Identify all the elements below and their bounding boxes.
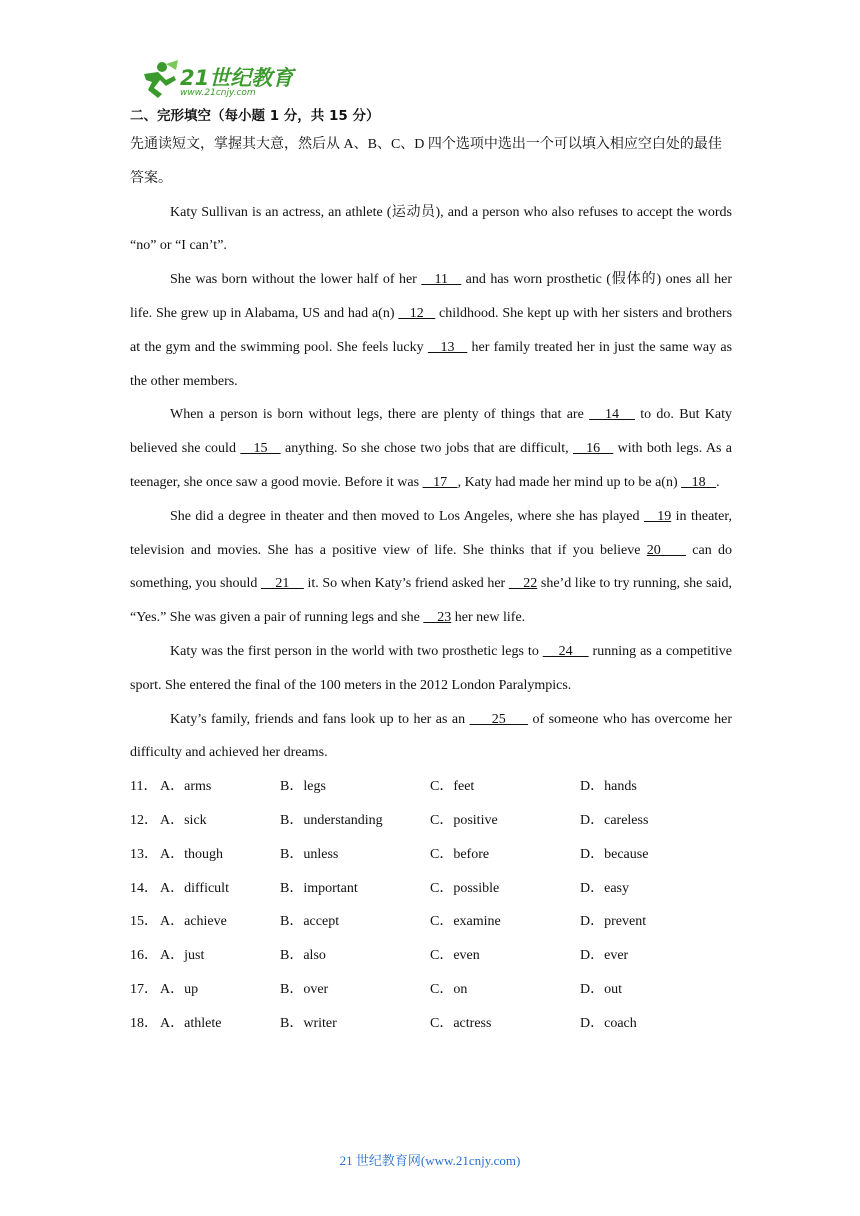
option-c: C．actress [430, 1015, 492, 1031]
passage-paragraph: Katy’s family, friends and fans look up to her as an 25 of someone who has overcome her difficulty and achieved her dreams. [130, 711, 733, 761]
question-options-row [130, 872, 732, 906]
option-a: A．difficult [160, 880, 229, 896]
option-b: B．over [280, 981, 329, 997]
option-a: A．arms [160, 779, 212, 795]
question-options-row [130, 1007, 732, 1041]
option-a: A．up [160, 981, 199, 997]
answer-blank: 18 [681, 474, 717, 490]
answer-blank: 13 [427, 339, 468, 355]
question-options-row [130, 770, 732, 804]
answer-blank: 12 [398, 305, 436, 321]
option-c: C．positive [430, 812, 498, 828]
option-b: B．also [280, 948, 326, 964]
option-d: D．because [580, 846, 649, 862]
option-a: A．just [160, 948, 205, 964]
option-b: B．unless [280, 846, 339, 862]
question-options-row [130, 905, 732, 939]
option-c: C．examine [430, 914, 501, 930]
question-number: 14． [130, 880, 158, 896]
answer-blank: 11 [421, 272, 462, 288]
option-d: D．out [580, 981, 622, 997]
passage [130, 196, 732, 771]
option-a: A．though [160, 846, 223, 862]
answer-blank: 14 [589, 407, 635, 423]
option-a: A．athlete [160, 1015, 222, 1031]
question-number: 11． [130, 779, 158, 795]
runner-logo-icon [136, 60, 180, 100]
question-number: 12． [130, 812, 158, 828]
question-number: 18． [130, 1015, 158, 1031]
passage-paragraph: She was born without the lower half of her 11 and has worn prosthetic (假体的) ones all her life. She grew up in Alabama, US and had a(n) 12 childhood. She kept up with her sisters and brothers at the gym and the swimming pool. She feels lucky 13 her family treated her in just the same way as the other members. [130, 272, 733, 389]
option-c: C．even [430, 948, 480, 964]
option-c: C．before [430, 846, 490, 862]
site-logo [136, 60, 296, 104]
page-footer: 21 世纪教育网(www.21cnjy.com) [339, 1153, 521, 1168]
option-b: B．accept [280, 914, 340, 930]
option-a: A．sick [160, 812, 207, 828]
option-a: A．achieve [160, 914, 227, 930]
option-d: D．careless [580, 812, 649, 828]
option-c: C．feet [430, 779, 475, 795]
section-heading: 二、完形填空（每小题 1 分，共 15 分） [130, 108, 380, 124]
answer-blank: 16 [572, 441, 614, 457]
question-options-row [130, 939, 732, 973]
logo-subtext: www.21cnjy.com [180, 88, 256, 98]
logo-text: 21世纪教育 [180, 66, 294, 90]
question-number: 16． [130, 948, 158, 964]
answer-blank: 21 [261, 576, 304, 592]
option-d: D．ever [580, 948, 629, 964]
answer-blank: 25 [469, 711, 529, 727]
question-options-row [130, 973, 732, 1007]
answer-blank: 15 [240, 441, 281, 457]
answer-blank: 23 [423, 610, 452, 626]
instructions: 先通读短文，掌握其大意，然后从 A、B、C、D 四个选项中选出一个可以填入相应空白处的最佳答案。 [130, 137, 722, 186]
option-c: C．possible [430, 880, 500, 896]
answer-blank: 24 [542, 643, 589, 659]
passage-paragraph: When a person is born without legs, there are plenty of things that are 14 to do. But Katy believed she could 15 anything. So she chose two jobs that are difficult, 16 with both legs. As a teenager, she once saw a good movie. Before it was 17 , Katy had made her mind up to be a(n) 18 . [130, 407, 732, 490]
option-d: D．prevent [580, 914, 647, 930]
answer-blank: 17 [422, 474, 458, 490]
document-body [130, 104, 732, 1041]
question-options-row [130, 804, 732, 838]
answer-blank: 19 [643, 508, 672, 524]
answer-blank: 22 [508, 576, 538, 592]
passage-paragraph: Katy was the first person in the world with two prosthetic legs to 24 running as a competitive sport. She entered the final of the 100 meters in the 2012 London Paralympics. [130, 643, 732, 693]
options-list [130, 770, 732, 1040]
answer-blank: 20 [646, 542, 686, 558]
option-d: D．hands [580, 779, 637, 795]
option-b: B．writer [280, 1015, 337, 1031]
question-number: 17． [130, 981, 158, 997]
passage-paragraph: Katy Sullivan is an actress, an athlete (运动员), and a person who also refuses to accept the words “no” or “I can’t”. [130, 204, 732, 254]
option-b: B．legs [280, 779, 326, 795]
option-c: C．on [430, 981, 468, 997]
option-d: D．easy [580, 880, 629, 896]
question-options-row [130, 838, 732, 872]
option-b: B．important [280, 880, 358, 896]
option-b: B．understanding [280, 812, 383, 828]
question-number: 13． [130, 846, 158, 862]
passage-paragraph: She did a degree in theater and then moved to Los Angeles, where she has played 19 in theater, television and movies. She has a positive view of life. She thinks that if you believe 20 can do something, you should 21 it. So when Katy’s friend asked her 22 she’d like to try running, she said, “Yes.” She was given a pair of running legs and she 23 her new life. [130, 508, 733, 626]
option-d: D．coach [580, 1015, 637, 1031]
question-number: 15． [130, 914, 158, 930]
